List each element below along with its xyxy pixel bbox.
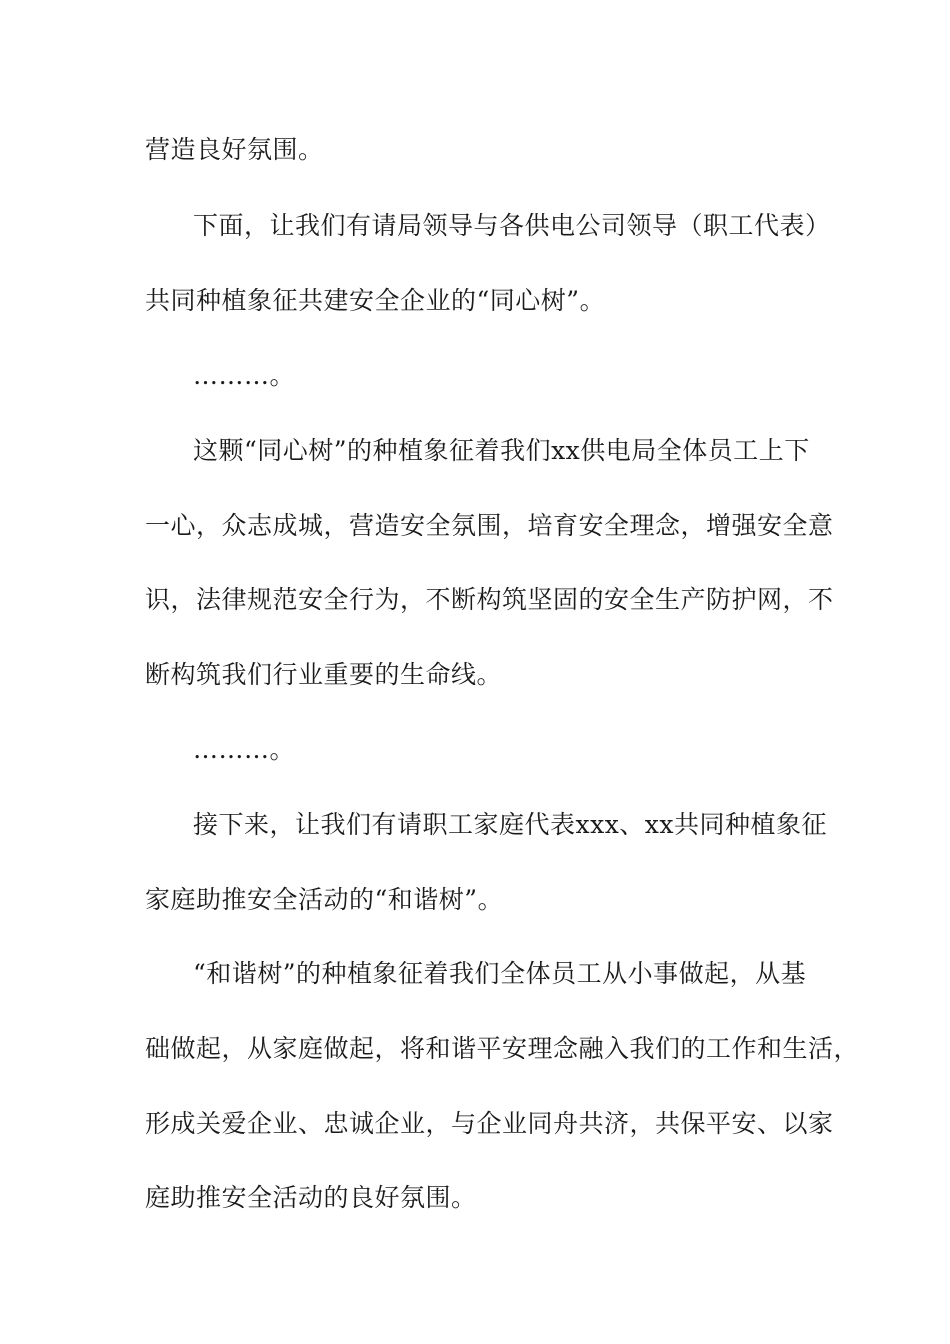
paragraph-first-line: 接下来，让我们有请职工家庭代表xxx、xx共同种植象征	[193, 810, 827, 839]
ellipsis-line: ………。	[193, 735, 296, 764]
text-line: 础做起，从家庭做起，将和谐平安理念融入我们的工作和生活，	[145, 1034, 860, 1063]
text-line: 庭助推安全活动的良好氛围。	[145, 1183, 477, 1212]
paragraph-first-line: 这颗“同心树”的种植象征着我们xx供电局全体员工上下	[193, 436, 810, 465]
paragraph-first-line: “和谐树”的种植象征着我们全体员工从小事做起，从基	[193, 959, 807, 988]
text-line: 一心，众志成城，营造安全氛围，培育安全理念，增强安全意	[145, 511, 834, 540]
text-line: 形成关爱企业、忠诚企业，与企业同舟共济，共保平安、以家	[145, 1109, 834, 1138]
paragraph-first-line: 下面，让我们有请局领导与各供电公司领导（职工代表）	[193, 211, 831, 240]
text-line: 共同种植象征共建安全企业的“同心树”。	[145, 286, 606, 315]
text-line: 断构筑我们行业重要的生命线。	[145, 660, 503, 689]
text-line: 营造良好氛围。	[145, 135, 324, 164]
text-line: 识，法律规范安全行为，不断构筑坚固的安全生产防护网，不	[145, 585, 834, 614]
text-line: 家庭助推安全活动的“和谐树”。	[145, 885, 504, 914]
ellipsis-line: ………。	[193, 361, 296, 390]
